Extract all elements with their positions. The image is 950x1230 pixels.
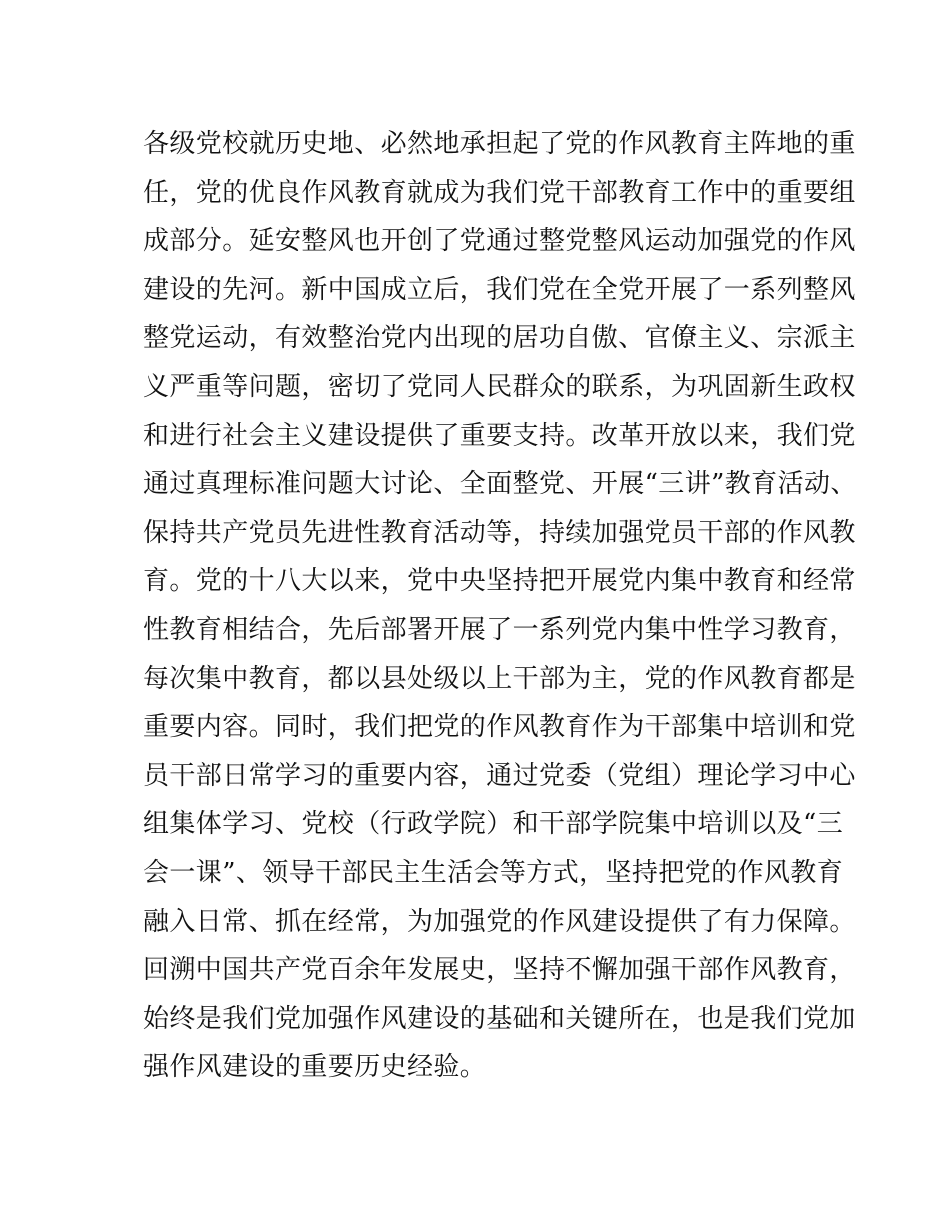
text-line-13: 重要内容。同时，我们把党的作风教育作为干部集中培训和党 (143, 712, 856, 743)
text-line-4: 建设的先河。新中国成立后，我们党在全党开展了一系列整风 (143, 274, 856, 305)
text-line-3: 成部分。延安整风也开创了党通过整党整风运动加强党的作风 (143, 226, 856, 257)
text-line-11: 性教育相结合，先后部署开展了一系列党内集中性学习教育， (143, 614, 856, 645)
text-line-17: 融入日常、抓在经常，为加强党的作风建设提供了有力保障。 (143, 906, 856, 937)
text-line-9: 保持共产党员先进性教育活动等，持续加强党员干部的作风教 (143, 517, 856, 548)
text-line-10: 育。党的十八大以来，党中央坚持把开展党内集中教育和经常 (143, 566, 856, 597)
text-line-1: 各级党校就历史地、必然地承担起了党的作风教育主阵地的重 (143, 129, 856, 159)
text-line-2: 任，党的优良作风教育就成为我们党干部教育工作中的重要组 (143, 177, 856, 208)
text-line-15: 组集体学习、党校（行政学院）和干部学院集中培训以及“三 (143, 809, 844, 840)
text-line-20: 强作风建设的重要历史经验。 (143, 1052, 487, 1083)
text-line-7: 和进行社会主义建设提供了重要支持。改革开放以来，我们党 (143, 420, 856, 451)
text-line-16: 会一课”、领导干部民主生活会等方式，坚持把党的作风教育 (143, 857, 844, 888)
text-line-6: 义严重等问题，密切了党同人民群众的联系，为巩固新生政权 (143, 371, 856, 402)
text-line-14: 员干部日常学习的重要内容，通过党委（党组）理论学习中心 (143, 760, 856, 791)
text-line-18: 回溯中国共产党百余年发展史，坚持不懈加强干部作风教育， (143, 955, 856, 986)
text-line-19: 始终是我们党加强作风建设的基础和关键所在，也是我们党加 (143, 1003, 856, 1034)
text-line-5: 整党运动，有效整治党内出现的居功自傲、官僚主义、宗派主 (143, 323, 856, 354)
text-line-8: 通过真理标准问题大讨论、全面整党、开展“三讲”教育活动、 (143, 469, 857, 500)
text-line-12: 每次集中教育，都以县处级以上干部为主，党的作风教育都是 (143, 663, 856, 694)
body-paragraph (143, 124, 857, 1096)
